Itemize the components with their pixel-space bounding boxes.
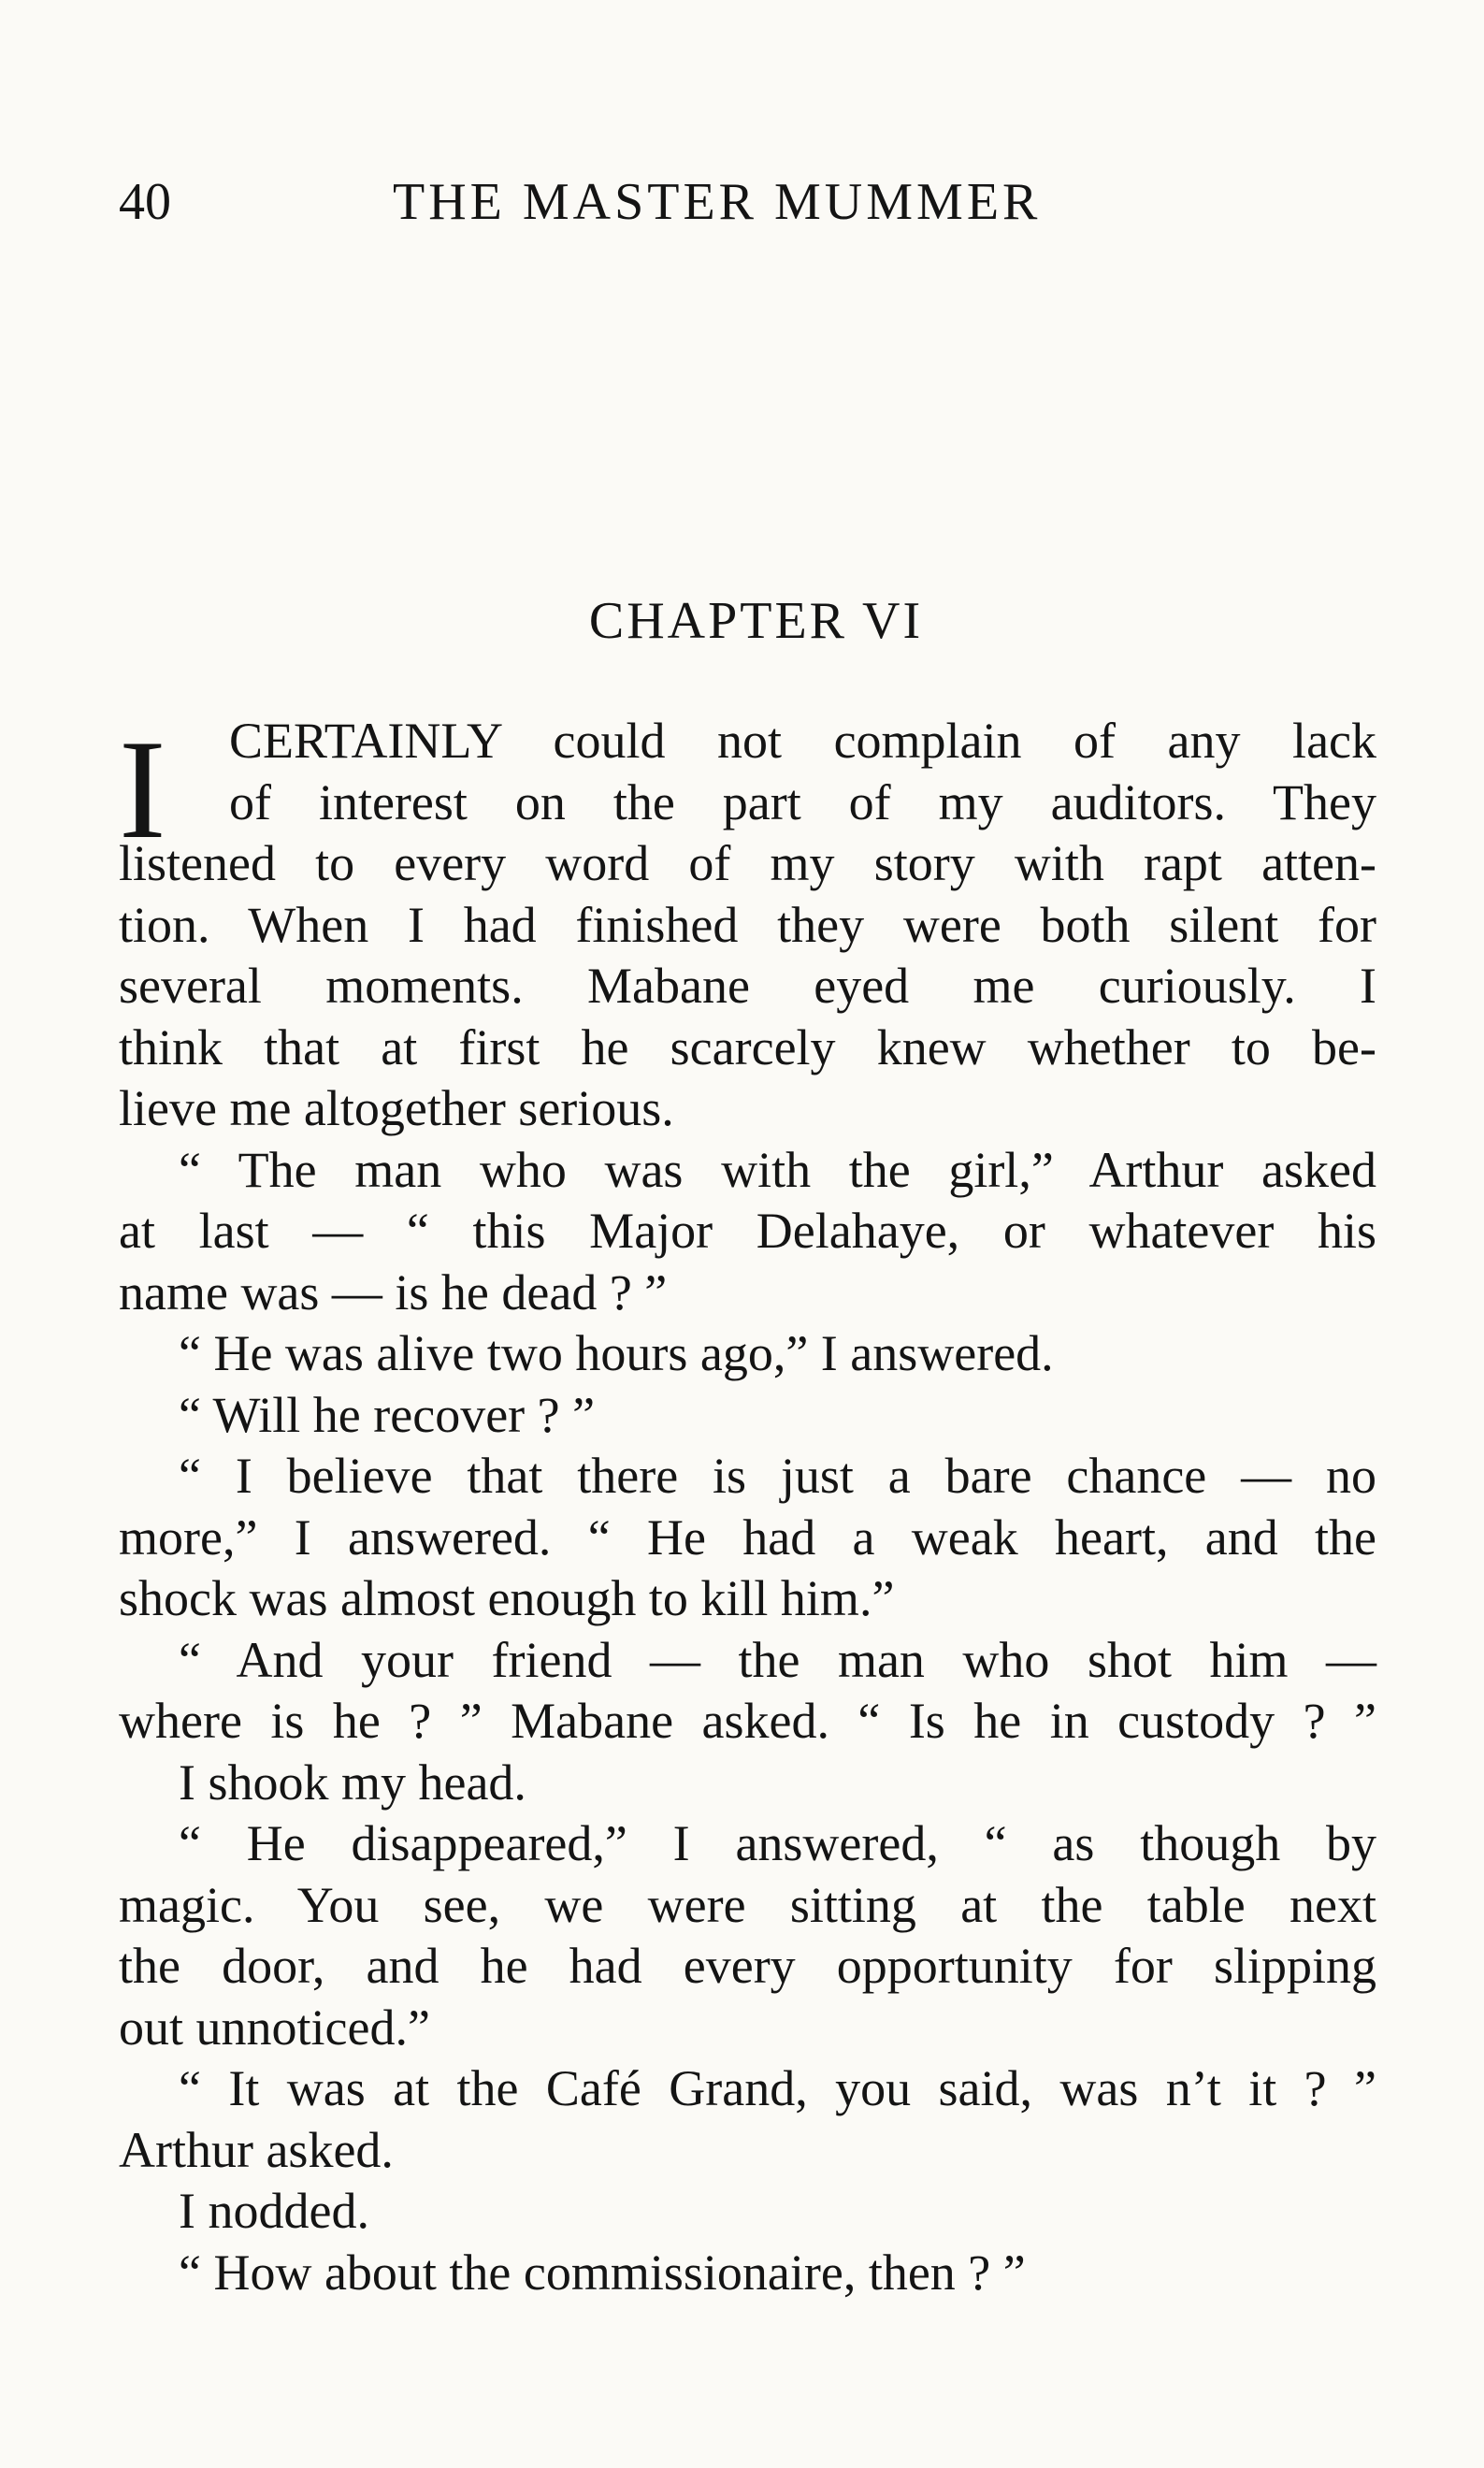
text-line: shock was almost enough to kill him.”: [119, 1570, 895, 1626]
page-number: 40: [119, 173, 171, 231]
text-line: I nodded.: [179, 2183, 369, 2239]
text-line: of interest on the part of my auditors. They: [229, 773, 1376, 830]
body-text: [119, 711, 1376, 2303]
text-line: “ How about the commissionaire, then ? ”: [179, 2244, 1026, 2301]
text-line: Arthur asked.: [119, 2121, 394, 2178]
text-line: lieve me altogether serious.: [119, 1080, 674, 1136]
text-line: “ It was at the Café Grand, you said, was n’t it ? ”: [179, 2060, 1376, 2116]
drop-cap: I: [119, 711, 166, 868]
text-line: I shook my head.: [179, 1754, 526, 1811]
text-line: out unnoticed.”: [119, 1999, 430, 2056]
text-line: several moments. Mabane eyed me curiously. I: [119, 958, 1376, 1014]
text-line: where is he ? ” Mabane asked. “ Is he in custody ? ”: [119, 1693, 1376, 1749]
text-line: “ The man who was with the girl,” Arthur asked: [179, 1141, 1376, 1198]
text-line: “ I believe that there is just a bare chance — no: [179, 1448, 1376, 1504]
text-line: “ He disappeared,” I answered, “ as though by: [179, 1815, 1376, 1871]
text-line: “ He was alive two hours ago,” I answered.: [179, 1325, 1054, 1381]
text-line: think that at first he scarcely knew whether to be-: [119, 1018, 1376, 1075]
text-line: listened to every word of my story with rapt atten-: [119, 835, 1376, 891]
chapter-heading: CHAPTER VI: [588, 592, 924, 650]
text-line: name was — is he dead ? ”: [119, 1263, 668, 1321]
text-line: more,” I answered. “ He had a weak heart, and the: [119, 1508, 1376, 1566]
text-line: the door, and he had every opportunity for slipping: [119, 1938, 1376, 1994]
text-line: tion. When I had finished they were both silent for: [119, 896, 1376, 953]
running-head: THE MASTER MUMMER: [393, 173, 1042, 231]
text-line: “ Will he recover ? ”: [179, 1386, 596, 1443]
text-line: magic. You see, we were sitting at the table next: [119, 1876, 1376, 1933]
text-line: “ And your friend — the man who shot him —: [179, 1631, 1376, 1688]
text-line: CERTAINLY could not complain of any lack: [229, 713, 1376, 769]
text-line: at last — “ this Major Delahaye, or whatever his: [119, 1203, 1376, 1259]
